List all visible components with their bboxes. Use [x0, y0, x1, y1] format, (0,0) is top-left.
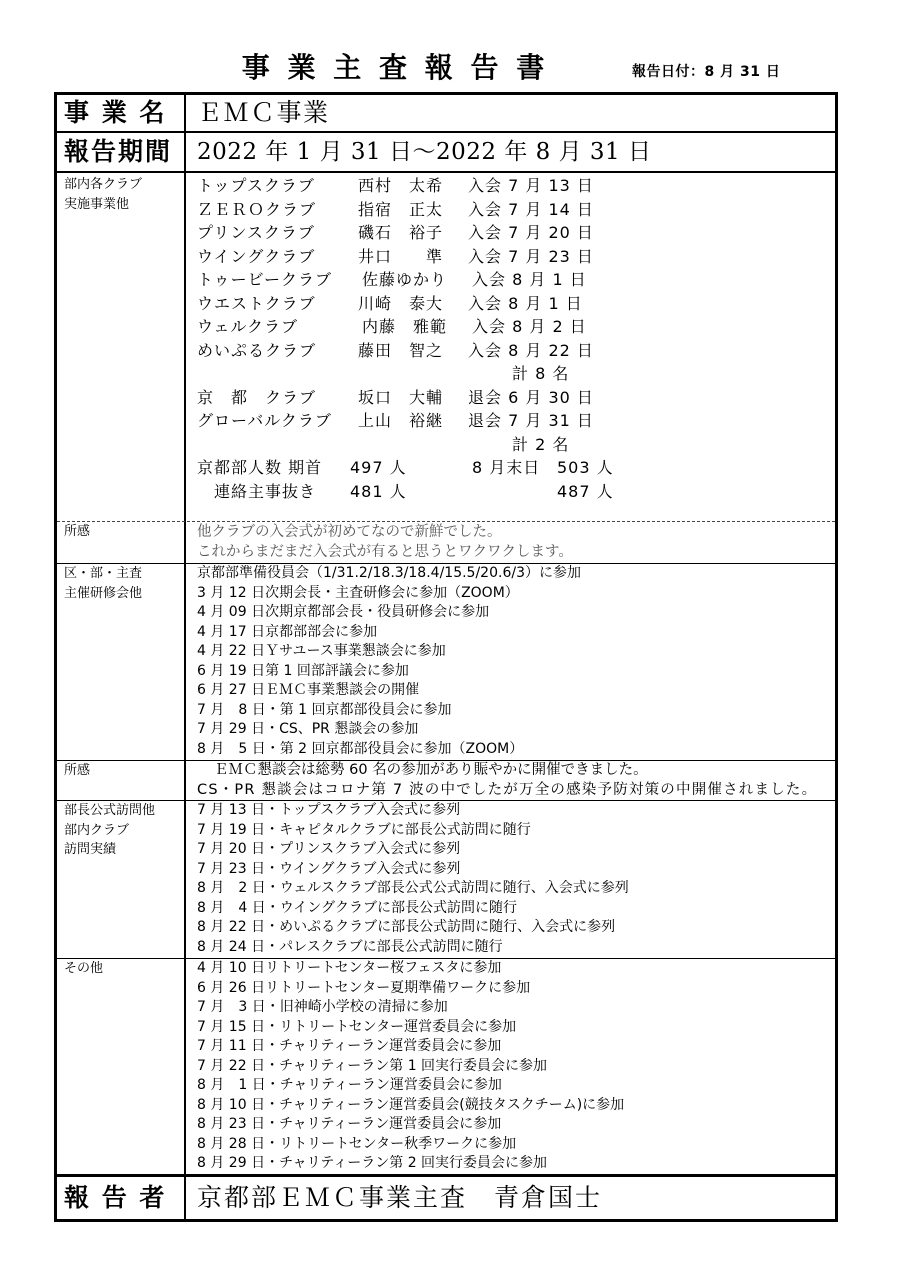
- leave-date: 退会 6 月 30 日: [468, 387, 594, 407]
- training-item: 4 月 17 日京都部部会に参加: [197, 623, 378, 640]
- impression-label: 所感: [64, 524, 91, 539]
- row-divider-dashed: [57, 521, 835, 522]
- visit-item: 8 月 22 日・めいぷるクラブに部長公式訪問に随行、入会式に参列: [197, 919, 616, 935]
- other-item: 8 月 23 日・チャリティーラン運営委員会に参加: [197, 1116, 502, 1132]
- training-item: 6 月 19 日第 1 回部評議会に参加: [197, 662, 409, 679]
- other-label: その他: [64, 961, 104, 976]
- row-divider: [57, 760, 835, 761]
- training-item: 3 月 12 日次期会長・主査研修会に参加（ZOOM）: [197, 584, 519, 601]
- label-line: 部内各クラブ: [64, 177, 143, 192]
- reporter-value: 京都部ＥＭＣ事業主査 青倉国士: [197, 1183, 603, 1212]
- document-title: 事 業 主 査 報 告 書: [241, 51, 549, 84]
- left-total: 計 2 名: [512, 434, 570, 454]
- training-item: 京都部準備役員会（1/31.2/18.3/18.4/15.5/20.6/3）に参加: [197, 565, 581, 581]
- label-line: 区・部・主査: [64, 566, 143, 581]
- other-item: 8 月 1 日・チャリティーラン運営委員会に参加: [197, 1077, 502, 1093]
- visit-item: 8 月 4 日・ウイングクラブに部長公式訪問に随行: [197, 899, 518, 916]
- joined-total: 計 8 名: [512, 364, 570, 383]
- reporter-label: 報 告 者: [64, 1183, 167, 1212]
- member-name: 佐藤ゆかり: [362, 270, 448, 289]
- club-name: ウェルクラブ: [197, 317, 299, 336]
- impression-line: 他クラブの入会式が初めてなので新鮮でした。: [197, 524, 502, 540]
- other-item: 7 月 15 日・リトリートセンター運営委員会に参加: [197, 1018, 517, 1035]
- visit-item: 7 月 19 日・キャピタルクラブに部長公式訪問に随行: [197, 821, 531, 838]
- other-item: 6 月 26 日リトリートセンター夏期準備ワークに参加: [197, 979, 531, 996]
- membership-excl-end-count: 487 人: [557, 481, 614, 501]
- join-date: 入会 7 月 13 日: [468, 176, 594, 195]
- label-line: 主催研修会他: [64, 585, 143, 601]
- training-item: 4 月 22 日Ｙサユース事業懇談会に参加: [197, 643, 446, 659]
- report-table-frame: [54, 92, 838, 1222]
- visit-item: 8 月 2 日・ウェルスクラブ部長公式公式訪問に随行、入会式に参列: [197, 880, 629, 896]
- club-name: ウイングクラブ: [197, 246, 316, 266]
- label-line: 訪問実績: [64, 842, 117, 857]
- other-item: 8 月 10 日・チャリティーラン運営委員会(競技タスクチーム)に参加: [197, 1096, 625, 1113]
- member-name: 上山 裕継: [358, 411, 444, 430]
- club-name: ウエストクラブ: [197, 293, 316, 313]
- member-name: 西村 太希: [358, 176, 444, 195]
- other-item: 7 月 11 日・チャリティーラン運営委員会に参加: [197, 1038, 502, 1054]
- club-name: めいぷるクラブ: [197, 340, 317, 360]
- join-date: 入会 8 月 2 日: [472, 317, 587, 336]
- other-item: 8 月 28 日・リトリートセンター秋季ワークに参加: [197, 1135, 517, 1152]
- row-divider: [57, 800, 835, 801]
- training-item: 6 月 27 日ＥＭＣ事業懇談会の開催: [197, 682, 420, 698]
- period-value: 2022 年 1 月 31 日～2022 年 8 月 31 日: [197, 139, 652, 165]
- member-name: 井口 準: [358, 246, 444, 266]
- training-item: 8 月 5 日・第 2 回京都部役員会に参加（ZOOM）: [197, 740, 524, 757]
- member-name: 川崎 泰大: [358, 293, 444, 313]
- visit-item: 8 月 24 日・パレスクラブに部長公式訪問に随行: [197, 938, 503, 955]
- impression-line: これからまだまだ入会式が有ると思うとワクワクします。: [197, 544, 573, 560]
- project-value: ＥＭＣ事業: [197, 98, 330, 127]
- other-item: 7 月 22 日・チャリティーラン第 1 回実行委員会に参加: [197, 1057, 548, 1074]
- project-label: 事 業 名: [64, 98, 167, 127]
- label-column-divider: [184, 95, 186, 1219]
- membership-end-label: 8 月末日: [472, 458, 541, 477]
- join-date: 入会 8 月 1 日: [468, 293, 583, 313]
- club-name: ＺＥＲＯクラブ: [197, 199, 317, 219]
- training-item: 7 月 29 日・CS、PR 懇談会の参加: [197, 721, 419, 737]
- impression-line: ＥＭＣ懇談会は総勢 60 名の参加があり賑やかに開催できました。: [214, 762, 648, 778]
- row-divider: [57, 171, 835, 173]
- membership-start-count: 497 人: [350, 458, 407, 477]
- visit-item: 7 月 20 日・プリンスクラブ入会式に参列: [197, 841, 461, 857]
- training-item: 4 月 09 日次期京都部会長・役員研修会に参加: [197, 604, 490, 620]
- row-divider: [57, 131, 835, 133]
- club-name: グローバルクラブ: [197, 411, 332, 430]
- other-item: 8 月 29 日・チャリティーラン第 2 回実行委員会に参加: [197, 1155, 548, 1171]
- join-date: 入会 7 月 20 日: [468, 223, 594, 242]
- visit-item: 7 月 23 日・ウイングクラブ入会式に参列: [197, 860, 461, 877]
- membership-label: 京都部人数 期首: [197, 458, 323, 477]
- member-name: 磯石 裕子: [358, 223, 444, 242]
- club-name: 京 都 クラブ: [197, 387, 317, 407]
- label-line: 部長公式訪問他: [64, 803, 156, 818]
- member-name: 坂口 大輔: [358, 387, 444, 407]
- label-line: 実施事業他: [64, 197, 130, 212]
- membership-excl-label: 連絡主事抜き: [214, 481, 317, 501]
- membership-excl-start-count: 481 人: [350, 481, 407, 501]
- join-date: 入会 7 月 14 日: [468, 199, 594, 219]
- club-name: トゥービークラブ: [197, 270, 332, 289]
- impression-label: 所感: [64, 763, 91, 778]
- row-divider-thick: [57, 1174, 835, 1177]
- club-name: トップスクラブ: [197, 176, 315, 195]
- leave-date: 退会 7 月 31 日: [468, 411, 594, 430]
- membership-end-count: 503 人: [557, 458, 614, 477]
- label-line: 部内クラブ: [64, 822, 130, 838]
- training-item: 7 月 8 日・第 1 回京都部役員会に参加: [197, 701, 452, 718]
- period-label: 報告期間: [64, 137, 173, 166]
- member-name: 指宿 正太: [358, 199, 444, 219]
- impression-line: CS・PR 懇談会はコロナ第 7 波の中でしたが万全の感染予防対策の中開催されました。: [197, 781, 818, 798]
- row-divider: [57, 563, 835, 564]
- member-name: 藤田 智之: [358, 340, 444, 360]
- join-date: 入会 8 月 22 日: [468, 340, 594, 360]
- other-item: 4 月 10 日リトリートセンター桜フェスタに参加: [197, 960, 502, 976]
- report-date: 報告日付：8 月 31 日: [632, 64, 781, 80]
- club-name: プリンスクラブ: [197, 223, 315, 242]
- visit-item: 7 月 13 日・トップスクラブ入会式に参列: [197, 802, 461, 818]
- join-date: 入会 8 月 1 日: [472, 270, 587, 289]
- other-item: 7 月 3 日・旧神崎小学校の清掃に参加: [197, 999, 448, 1015]
- join-date: 入会 7 月 23 日: [468, 246, 594, 266]
- member-name: 内藤 雅範: [362, 317, 448, 336]
- row-divider: [57, 958, 835, 959]
